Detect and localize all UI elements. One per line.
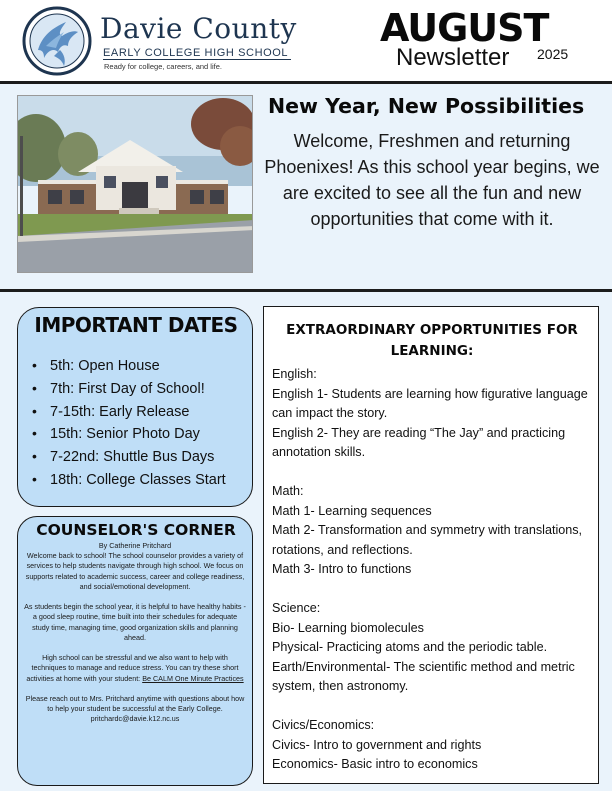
date-item: • 15th: Senior Photo Day bbox=[32, 423, 226, 446]
counselor-paragraph-3-text: High school can be stressful and we also want to help with techniques to manage and reduce stress. You can try these short activities at home with your student: bbox=[26, 653, 239, 683]
date-item: • 7th: First Day of School! bbox=[32, 378, 226, 401]
school-name: Davie County bbox=[100, 12, 297, 45]
learning-opportunities-box bbox=[263, 306, 599, 784]
date-item: • 18th: College Classes Start bbox=[32, 469, 226, 492]
important-dates-title: IMPORTANT DATES bbox=[34, 313, 238, 337]
school-subtitle: EARLY COLLEGE HIGH SCHOOL bbox=[103, 47, 289, 59]
english-1-note: English 1- Students are learning how figurative language can impact the story. bbox=[272, 386, 588, 420]
counselor-paragraph-2: As students begin the school year, it is helpful to have healthy habits - a good sleep routine, time built into their schedules for adequate study time, managing time, good organization skills and planning ahead. bbox=[24, 602, 246, 642]
science-bio-note: Bio- Learning biomolecules bbox=[272, 620, 424, 635]
learning-opportunities-body bbox=[272, 365, 596, 775]
economics-note: Economics- Basic intro to economics bbox=[272, 757, 478, 771]
counselor-paragraph-3 bbox=[24, 653, 246, 684]
counselors-corner-title: COUNSELOR'S CORNER bbox=[36, 521, 236, 539]
school-building-photo bbox=[17, 95, 253, 273]
school-tagline: Ready for college, careers, and life. bbox=[104, 62, 222, 71]
math-3-note: Math 3- Intro to functions bbox=[272, 562, 412, 576]
date-item: • 5th: Open House bbox=[32, 355, 226, 378]
science-earth-note: Earth/Environmental- The scientific method and metric system, then astronomy. bbox=[272, 659, 575, 693]
counselor-byline: By Catherine Pritchard bbox=[98, 541, 172, 550]
math-heading: Math: bbox=[272, 484, 304, 498]
date-item: • 7-15th: Early Release bbox=[32, 401, 226, 424]
important-dates-box bbox=[17, 307, 253, 507]
math-2-note: Math 2- Transformation and symmetry with translations, rotations, and reflections. bbox=[272, 523, 583, 557]
civics-note: Civics- Intro to government and rights bbox=[272, 737, 482, 752]
counselors-corner-box bbox=[17, 516, 253, 786]
math-1-note: Math 1- Learning sequences bbox=[272, 503, 432, 518]
counselor-paragraph-4: Please reach out to Mrs. Pritchard anytime with questions about how to help your student be successful at the Early College. pritchardc@davie.k12.nc.us bbox=[25, 694, 245, 724]
newsletter-label: Newsletter bbox=[396, 44, 510, 71]
english-heading: English: bbox=[272, 367, 317, 381]
phoenix-logo bbox=[22, 6, 92, 76]
science-heading: Science: bbox=[272, 601, 321, 615]
header-divider bbox=[0, 81, 612, 84]
school-rule bbox=[103, 59, 291, 60]
date-item: • 7-22nd: Shuttle Bus Days bbox=[32, 446, 226, 469]
english-2-note: English 2- They are reading “The Jay” and practicing annotation skills. bbox=[272, 425, 566, 459]
science-physical-note: Physical- Practicing atoms and the periodic table. bbox=[272, 640, 548, 654]
learning-opportunities-title: EXTRAORDINARY OPPORTUNITIES FOR LEARNING: bbox=[286, 322, 578, 359]
be-calm-link[interactable]: Be CALM One Minute Practices bbox=[142, 673, 244, 683]
hero-divider bbox=[0, 289, 612, 292]
counselor-paragraph-1: Welcome back to school! The school counselor provides a variety of services to help students navigate through high school. We focus on supports related to academic success, career and college readiness, and social/emotional development. bbox=[25, 551, 245, 591]
newsletter-month: AUGUST bbox=[380, 6, 549, 50]
hero-title: New Year, New Possibilities bbox=[268, 94, 585, 118]
counselors-corner-body bbox=[24, 541, 246, 735]
civics-heading: Civics/Economics: bbox=[272, 718, 375, 732]
newsletter-year: 2025 bbox=[537, 46, 569, 62]
masthead bbox=[0, 0, 612, 82]
hero-text: Welcome, Freshmen and returning Phoenixes! As this school year begins, we are excited to see all the fun and new opportunities that come with it. bbox=[264, 131, 600, 229]
important-dates-list bbox=[32, 355, 226, 492]
